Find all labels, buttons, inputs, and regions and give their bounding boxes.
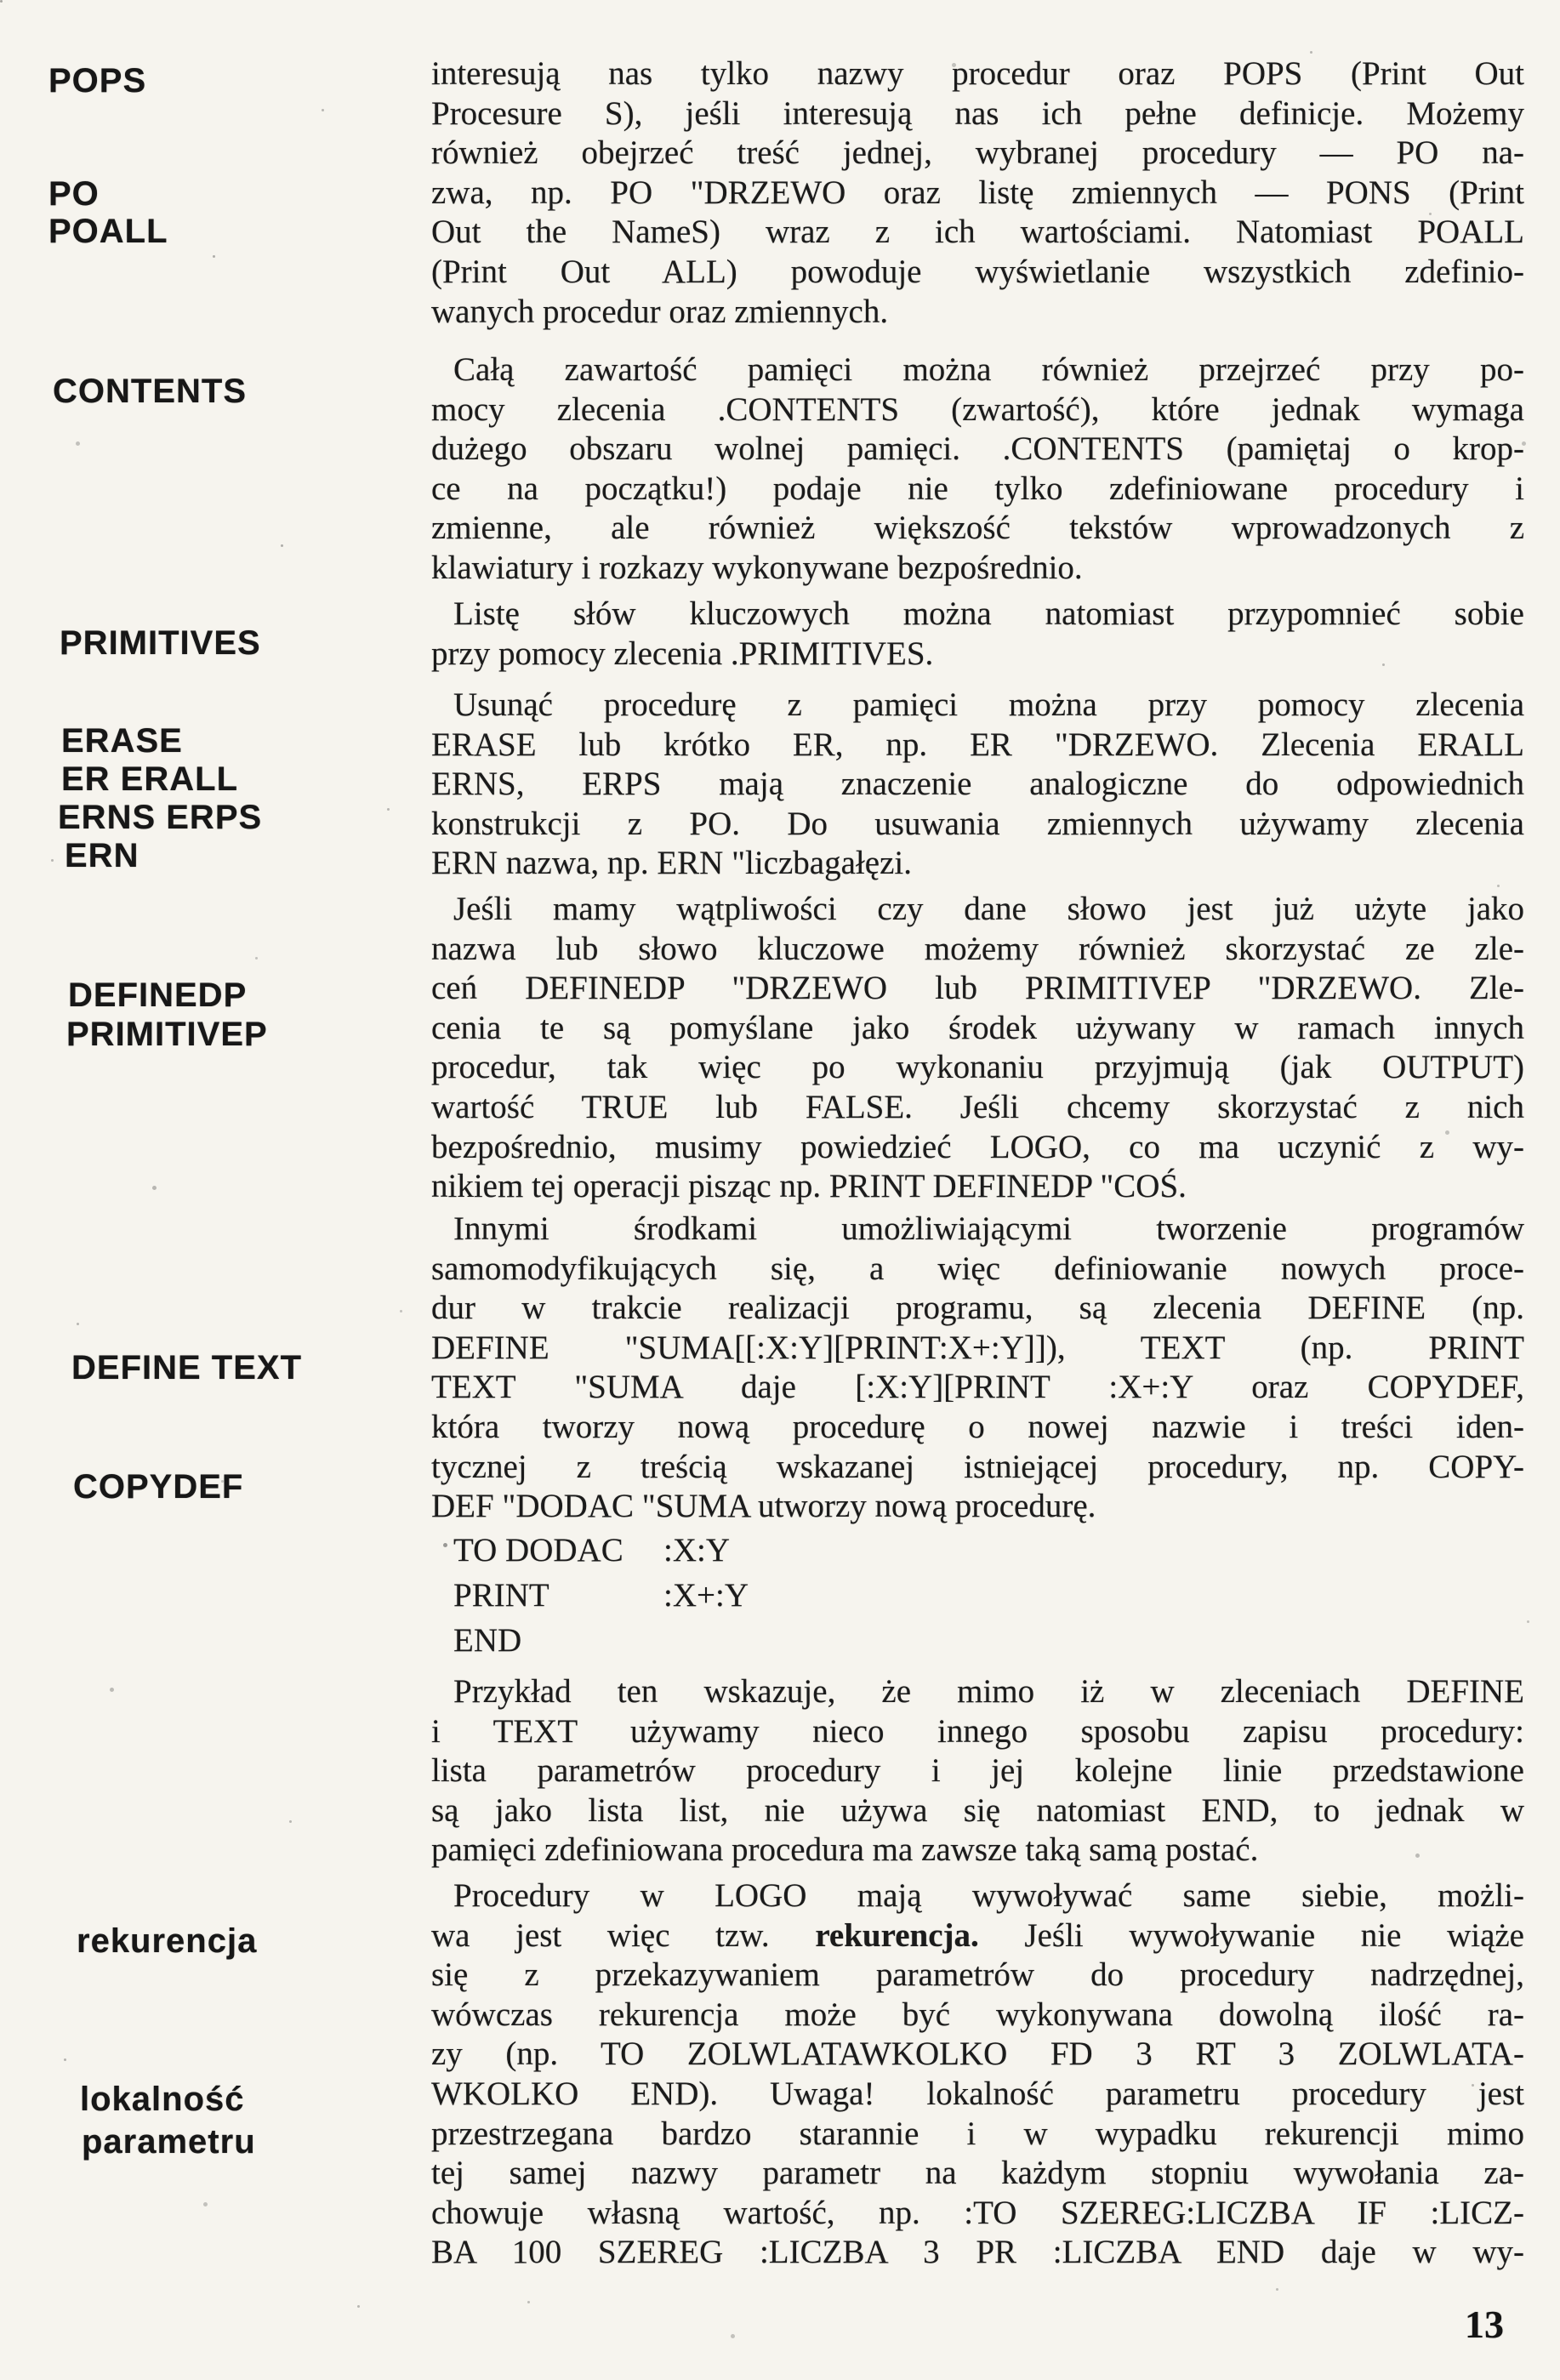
text-line: zy (np. TO ZOLWLATAWKOLKO FD 3 RT 3 ZOLWLATA-	[431, 2036, 1524, 2073]
text-line: ce na początku!) podaje nie tylko zdefiniowane procedury i	[431, 470, 1524, 507]
text-line: samomodyfikujących się, a więc definiowanie nowych proce-	[431, 1250, 1524, 1287]
text-line: i TEXT używamy nieco innego sposobu zapisu procedury:	[431, 1712, 1524, 1750]
text-line: Przykład ten wskazuje, że mimo iż w zleceniach DEFINE	[453, 1673, 1524, 1710]
paragraph	[431, 595, 1524, 674]
text-line: Usunąć procedurę z pamięci można przy pomocy zlecenia	[453, 686, 1524, 723]
text-line: ERASE lub krótko ER, np. ER "DRZEWO. Zlecenia ERALL	[431, 726, 1524, 763]
text-line: Innymi środkami umożliwiającymi tworzenie programów	[453, 1210, 1524, 1247]
margin-keyword: COPYDEF	[73, 1468, 244, 1506]
margin-keyword: PRIMITIVEP	[66, 1016, 268, 1053]
bold-term: rekurencja.	[815, 1916, 979, 1954]
margin-keyword: parametru	[82, 2123, 256, 2161]
paragraph	[431, 1876, 1524, 2273]
margin-keyword: PRIMITIVES	[60, 624, 261, 662]
paragraph	[431, 1672, 1524, 1870]
text-line: chowuje własną wartość, np. :TO SZEREG:LICZBA IF :LICZ-	[431, 2194, 1524, 2231]
margin-keyword: ERASE	[61, 722, 183, 760]
margin-keyword: POALL	[48, 213, 168, 250]
paragraph	[431, 686, 1524, 884]
code-line	[453, 1618, 1049, 1663]
text-line: Procesure S), jeśli interesują nas ich pełne definicje. Możemy	[431, 94, 1524, 132]
text-line: ERN nazwa, np. ERN "liczbagałęzi.	[431, 845, 912, 882]
text-segment: wa jest więc tzw.	[431, 1916, 816, 1954]
text-line: zwa, np. PO "DRZEWO oraz listę zmiennych — PONS (Print	[431, 174, 1524, 211]
text-line: mocy zlecenia .CONTENTS (zwartość), które jednak wymaga	[431, 390, 1524, 428]
text-line: (Print Out ALL) powoduje wyświetlanie wszystkich zdefinio-	[431, 253, 1524, 290]
text-line: procedur, tak więc po wykonaniu przyjmują (jak OUTPUT)	[431, 1049, 1524, 1086]
text-line: zmienne, ale również większość tekstów wprowadzonych z	[431, 510, 1524, 547]
text-line: lista parametrów procedury i jej kolejne linie przedstawione	[431, 1752, 1524, 1790]
text-line: przestrzegana bardzo starannie i w wypadku rekurencji mimo	[431, 2115, 1524, 2152]
text-line: konstrukcji z PO. Do usuwania zmiennych używamy zlecenia	[431, 805, 1524, 842]
text-line: Listę słów kluczowych można natomiast przypomnieć sobie	[453, 595, 1524, 632]
code-line	[453, 1528, 1049, 1573]
paragraph	[431, 890, 1524, 1207]
code-keyword: PRINT	[453, 1577, 549, 1614]
text-line: są jako lista list, nie używa się natomiast END, to jednak w	[431, 1791, 1524, 1829]
text-line: tycznej z treścią wskazanej istniejącej procedury, np. COPY-	[431, 1448, 1524, 1485]
text-line: DEF "DODAC "SUMA utworzy nową procedurę.	[431, 1488, 1096, 1525]
margin-keyword: DEFINE TEXT	[71, 1349, 303, 1386]
logo-code-block	[453, 1528, 1049, 1663]
margin-keyword: POPS	[48, 62, 147, 100]
body-column	[431, 0, 1524, 2380]
text-line: wartość TRUE lub FALSE. Jeśli chcemy skorzystać z nich	[431, 1088, 1524, 1125]
text-line: bezpośrednio, musimy powiedzieć LOGO, co ma uczynić z wy-	[431, 1128, 1524, 1165]
text-line: pamięci zdefiniowana procedura ma zawsze taką samą postać.	[431, 1831, 1259, 1869]
code-keyword: END	[453, 1622, 522, 1659]
text-line: nazwa lub słowo kluczowe możemy również skorzystać ze zle-	[431, 930, 1524, 967]
paragraph	[431, 1210, 1524, 1527]
margin-column	[0, 0, 408, 2380]
text-line: Całą zawartość pamięci można również przejrzeć przy po-	[453, 351, 1524, 388]
code-argument: :X:Y	[663, 1532, 730, 1569]
text-line: dużego obszaru wolnej pamięci. .CONTENTS (pamiętaj o krop-	[431, 430, 1524, 468]
text-line: która tworzy nową procedurę o nowej nazwie i treści iden-	[431, 1408, 1524, 1445]
text-line: Procedury w LOGO mają wywoływać same siebie, możli-	[453, 1877, 1524, 1914]
text-line: tej samej nazwy parametr na każdym stopniu wywołania za-	[431, 2155, 1524, 2192]
text-line: cenia te są pomyślane jako środek używany w ramach innych	[431, 1009, 1524, 1046]
text-line: WKOLKO END). Uwaga! lokalność parametru procedury jest	[431, 2075, 1524, 2112]
paragraph	[431, 350, 1524, 589]
text-line: Out the NameS) wraz z ich wartościami. Natomiast POALL	[431, 214, 1524, 251]
page-number: 13	[1465, 2303, 1504, 2346]
margin-keyword: ERN	[65, 837, 139, 874]
margin-keyword: PO	[48, 175, 100, 213]
text-line: wówczas rekurencja może być wykonywana dowolną ilość ra-	[431, 1996, 1524, 2033]
text-line: klawiatury i rozkazy wykonywane bezpośrednio.	[431, 549, 1083, 586]
code-keyword: TO DODAC	[453, 1532, 623, 1569]
margin-keyword: ERNS ERPS	[58, 799, 263, 836]
margin-keyword: rekurencja	[77, 1922, 258, 1960]
margin-keyword: CONTENTS	[53, 373, 247, 410]
text-line: również obejrzeć treść jednej, wybranej procedury — PO na-	[431, 134, 1524, 172]
text-line: ERNS, ERPS mają znaczenie analogiczne do odpowiednich	[431, 766, 1524, 803]
text-line: ceń DEFINEDP "DRZEWO lub PRIMITIVEP "DRZEWO. Zle-	[431, 970, 1524, 1007]
text-line: nikiem tej operacji pisząc np. PRINT DEFINEDP "COŚ.	[431, 1168, 1187, 1205]
text-line	[431, 1916, 1524, 1956]
text-line: BA 100 SZEREG :LICZBA 3 PR :LICZBA END daje w wy-	[431, 2234, 1524, 2271]
text-line: DEFINE "SUMA[[:X:Y][PRINT:X+:Y]]), TEXT (np. PRINT	[431, 1329, 1524, 1366]
text-line: przy pomocy zlecenia .PRIMITIVES.	[431, 635, 934, 672]
text-line: TEXT "SUMA daje [:X:Y][PRINT :X+:Y oraz COPYDEF,	[431, 1369, 1524, 1406]
margin-keyword: DEFINEDP	[68, 976, 248, 1014]
paragraph	[431, 54, 1524, 332]
margin-keyword: ER ERALL	[61, 760, 238, 798]
margin-keyword: lokalność	[80, 2081, 245, 2118]
text-line: wanych procedur oraz zmiennych.	[431, 293, 889, 330]
text-segment: Jeśli wywoływanie nie wiąże	[978, 1916, 1524, 1954]
code-argument: :X+:Y	[663, 1577, 749, 1614]
text-line: dur w trakcie realizacji programu, są zlecenia DEFINE (np.	[431, 1290, 1524, 1327]
code-line	[453, 1573, 1049, 1618]
text-line: interesują nas tylko nazwy procedur oraz POPS (Print Out	[431, 55, 1524, 92]
text-line: się z przekazywaniem parametrów do procedury nadrzędnej,	[431, 1956, 1524, 1994]
text-line: Jeśli mamy wątpliwości czy dane słowo jest już użyte jako	[453, 891, 1524, 927]
